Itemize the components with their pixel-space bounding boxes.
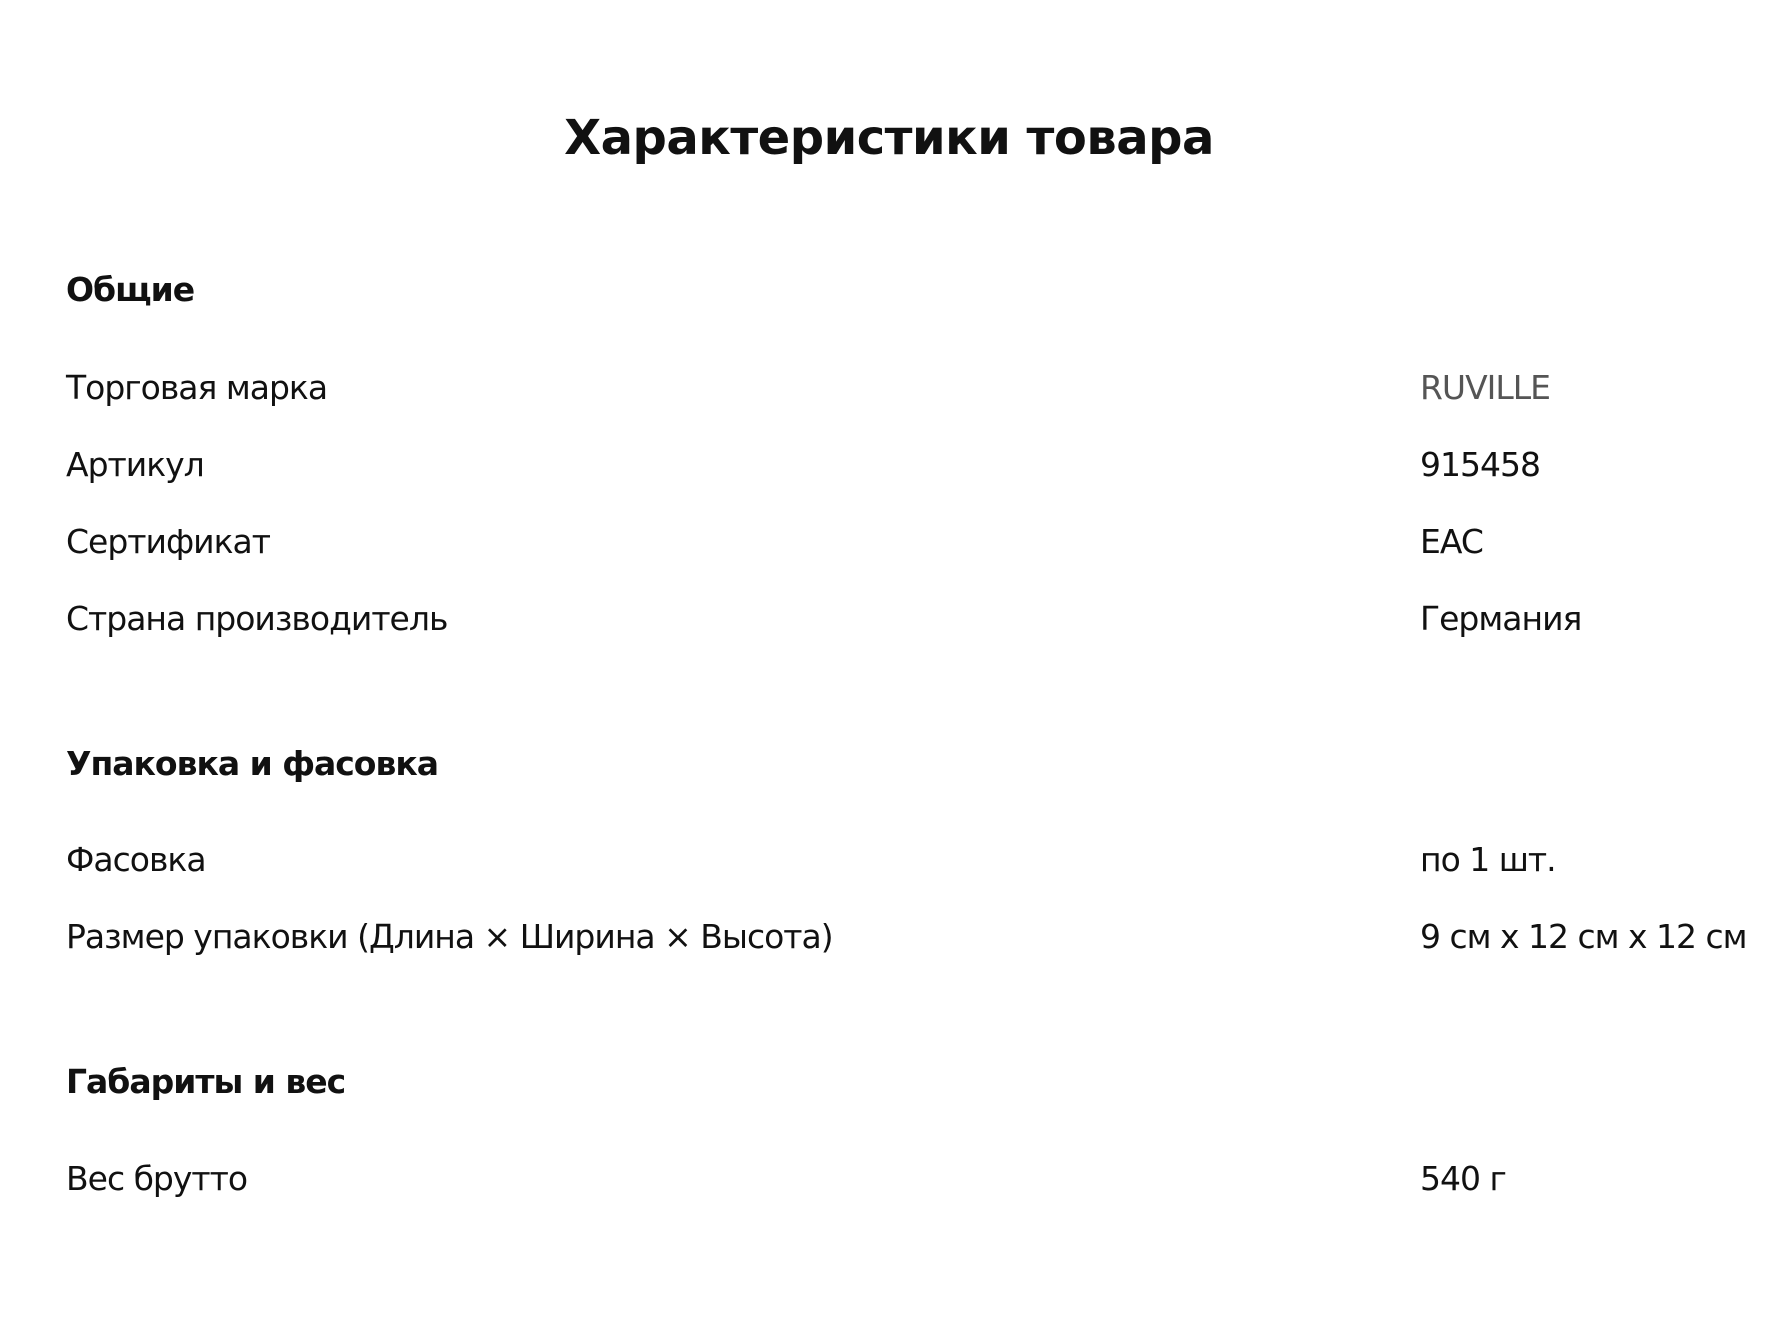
spec-label: Артикул <box>66 445 204 484</box>
spec-label: Сертификат <box>66 522 271 561</box>
spec-value: 540 г <box>1420 1159 1506 1198</box>
page-title: Характеристики товара <box>564 110 1214 167</box>
spec-label: Вес брутто <box>66 1159 248 1198</box>
spec-value: EAC <box>1420 522 1483 561</box>
section-heading-general: Общие <box>66 270 195 309</box>
spec-value: 9 см x 12 см x 12 см <box>1420 917 1747 956</box>
spec-label: Страна производитель <box>66 599 448 638</box>
spec-value: по 1 шт. <box>1420 840 1556 879</box>
spec-value: 915458 <box>1420 445 1540 484</box>
spec-label: Фасовка <box>66 840 206 879</box>
section-heading-dimensions: Габариты и вес <box>66 1062 346 1101</box>
spec-value: Германия <box>1420 599 1582 638</box>
section-heading-packaging: Упаковка и фасовка <box>66 744 439 783</box>
spec-value[interactable]: RUVILLE <box>1420 368 1551 407</box>
spec-label: Торговая марка <box>66 368 328 407</box>
spec-label: Размер упаковки (Длина × Ширина × Высота) <box>66 917 833 956</box>
